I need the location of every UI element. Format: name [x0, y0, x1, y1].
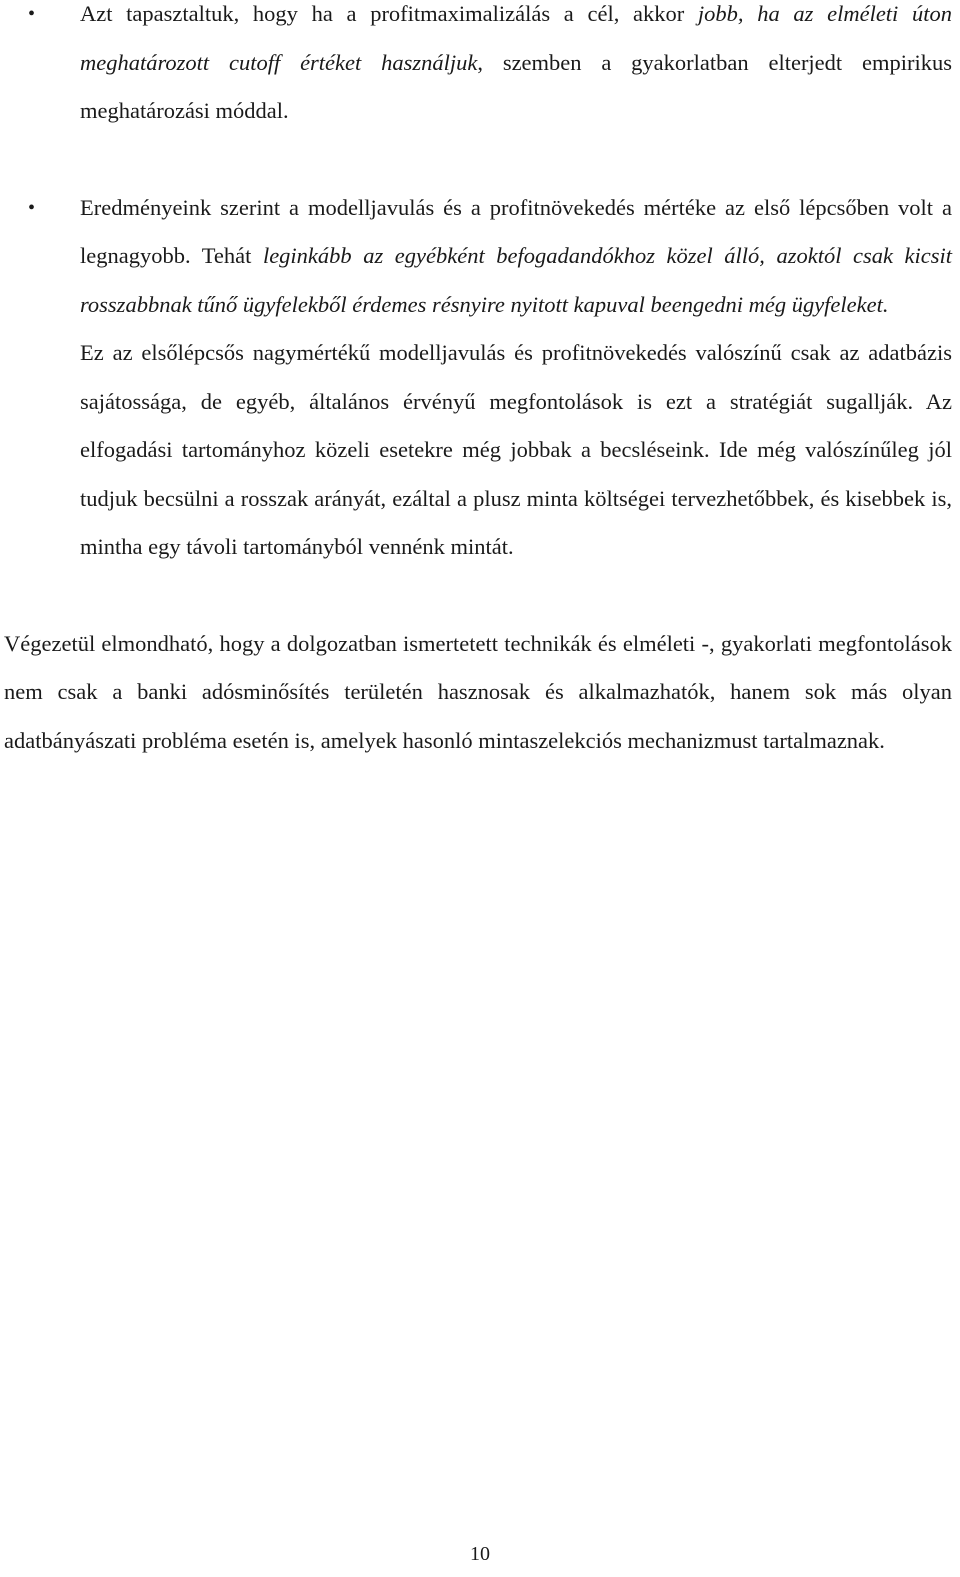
- page-number: 10: [470, 1543, 490, 1565]
- emphasized-text: leginkább az egyébként befogadandókhoz közel álló, azoktól csak kicsit rosszabbnak tűnő ügyfelekből érdemes résnyire nyitott kapuval beengedni még ügyfeleket.: [80, 243, 952, 317]
- continuation-paragraph: Ez az elsőlépcsős nagymértékű modelljavulás és profitnövekedés valószínű csak az adatbázis sajátossága, de egyéb, általános érvényű megfontolások is ezt a stratégiát sugallják. Az elfogadási tartományhoz közeli esetekre még jobbak a becsléseink. Ide még valószínűleg jól tudjuk becsülni a rosszak arányát, ezáltal a plusz minta költségei tervezhetőbbek, és kisebbek is, mintha egy távoli tartományból vennénk mintát.: [80, 340, 952, 559]
- paragraph: [80, 184, 952, 330]
- bullet-icon: •: [28, 196, 36, 219]
- list-item: [0, 0, 960, 136]
- paragraph: [80, 0, 952, 136]
- spacer: [0, 136, 960, 184]
- list-item: [0, 184, 960, 572]
- conclusion-paragraph: Végezetül elmondható, hogy a dolgozatban ismertetett technikák és elméleti -, gyakorlati megfontolások nem csak a banki adósminősítés területén hasznosak és alkalmazhatók, hanem sok más olyan adatbányászati probléma esetén is, amelyek hasonló mintaszelekciós mechanizmust tartalmaznak.: [4, 630, 952, 753]
- findings-list: [0, 0, 960, 572]
- emphasized-text: jobb, ha az elméleti úton meghatározott cutoff értéket használjuk: [80, 1, 952, 75]
- bullet-icon: •: [28, 3, 36, 25]
- text-run: Azt tapasztaltuk, hogy ha a profitmaximalizálás a cél, akkor: [80, 1, 698, 26]
- text-run: Eredményeink szerint a modelljavulás és a profitnövekedés mértéke az első lépcsőben volt a legnagyobb. Tehát: [80, 194, 952, 268]
- document-page: [0, 0, 960, 765]
- text-run: , szemben a gyakorlatban elterjedt empirikus meghatározási móddal.: [80, 49, 952, 123]
